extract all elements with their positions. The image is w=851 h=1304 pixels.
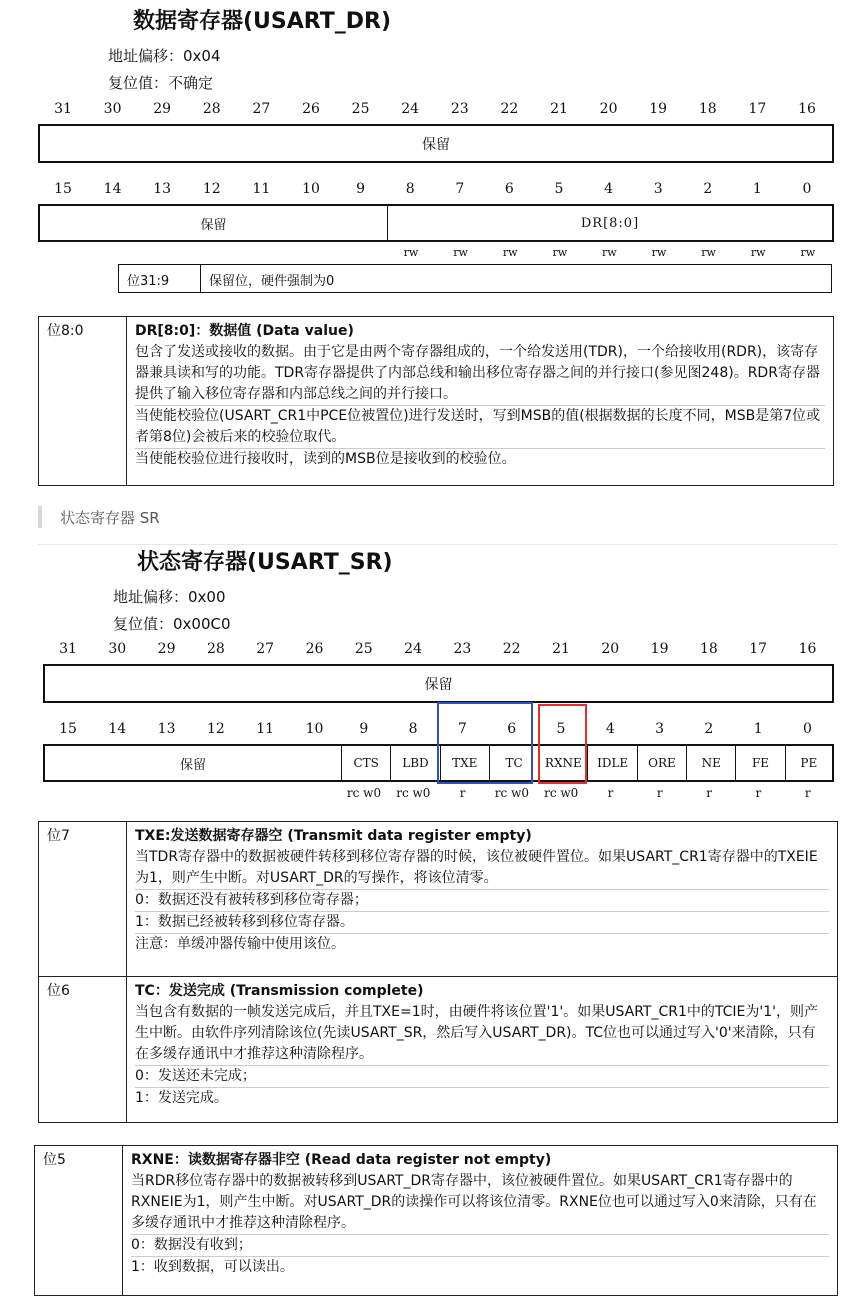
tc-desc-row: [39, 977, 837, 1122]
sr-high-reserved: [43, 664, 834, 703]
dr-note-row: [118, 264, 832, 293]
sr-low-bit-number: 4: [605, 721, 615, 737]
dr-access-label: rw: [552, 246, 568, 259]
txe-desc-line: 0：数据还没有被转移到移位寄存器；: [135, 890, 829, 912]
sr-access-label: r: [755, 786, 762, 800]
dr-high-reserved: [38, 124, 834, 163]
tc-desc-line: 1：发送完成。: [135, 1090, 228, 1106]
txe-desc-line: 注意：单缓冲器传输中使用该位。: [135, 936, 345, 952]
dr-high-bit-number: 26: [302, 101, 320, 117]
sr-high-bit-number: 31: [59, 641, 77, 657]
dr-low-bit-number: 7: [455, 181, 465, 197]
tc-desc-body: [127, 977, 837, 1122]
sr-access-label: r: [607, 786, 614, 800]
section-label: 状态寄存器 SR: [60, 509, 160, 527]
dr-high-bit-number: 17: [748, 101, 767, 117]
section-bar: [38, 506, 42, 528]
sr-high-bit-number: 29: [157, 641, 176, 657]
sr-access-label: r: [804, 786, 811, 800]
dr-high-bit-number: 18: [698, 101, 717, 117]
dr-desc-label: 位8:0: [39, 317, 127, 485]
tc-desc-label: 位6: [39, 977, 127, 1122]
txe-desc-row: [39, 822, 837, 977]
dr-title: 数据寄存器(USART_DR): [133, 9, 392, 34]
sr-high-bit-number: 26: [305, 641, 324, 657]
sr-low-reserved: 保留: [45, 746, 342, 780]
dr-low-bit-number: 1: [752, 181, 762, 197]
sr-low-bit-number: 7: [457, 721, 467, 737]
dr-desc-line: 包含了发送或接收的数据。由于它是由两个寄存器组成的，一个给发送用(TDR)，一个给接收用(RDR)，该寄存器兼具读和写的功能。TDR寄存器提供了内部总线和输出移位寄存器之间的并行接口(参见图248)。RDR寄存器提供了输入移位寄存器和内部总线之间的并行接口。: [135, 342, 825, 406]
sr-offset: 地址偏移：0x00: [113, 588, 226, 606]
dr-access-label: rw: [403, 246, 419, 259]
dr-high-bit-number: 19: [649, 101, 668, 117]
sr-high-bit-number: 30: [108, 641, 127, 657]
txe-desc-title: TXE:发送数据寄存器空 (Transmit data register empty): [135, 828, 532, 844]
sr-low-bit-number: 1: [753, 721, 763, 737]
rxne-desc-line: 0：数据没有收到；: [131, 1235, 829, 1257]
dr-low-bit-number: 0: [802, 181, 812, 197]
dr-low-reserved: 保留: [40, 206, 388, 240]
sr-high-bit-number: 23: [453, 641, 472, 657]
dr-low-bit-number: 13: [153, 181, 172, 197]
dr-note-label: 位31:9: [119, 265, 201, 292]
sr-low-bit-number: 3: [655, 721, 665, 737]
sr-high-reserved-label: 保留: [424, 676, 453, 693]
dr-desc-body: [127, 317, 833, 485]
sr-high-bit-number: 27: [256, 641, 275, 657]
dr-reset: 复位值：不确定: [108, 74, 214, 92]
sr-field-cts: CTS: [342, 746, 391, 780]
sr-access-label: r: [459, 786, 466, 800]
dr-high-bit-number: 31: [54, 101, 72, 117]
sr-high-bit-number: 28: [206, 641, 225, 657]
sr-low-bit-number: 14: [108, 721, 127, 737]
sr-low-bit-number: 8: [408, 721, 418, 737]
dr-low-bit-number: 3: [653, 181, 663, 197]
dr-access-label: rw: [701, 246, 716, 259]
dr-high-bit-number: 25: [351, 101, 370, 117]
dr-field-dr: DR[8:0]: [580, 215, 640, 231]
sr-access-label: r: [706, 786, 712, 800]
sr-high-bit-number: 18: [699, 641, 718, 657]
dr-note-text: 保留位，硬件强制为0: [209, 274, 335, 289]
dr-high-bit-number: 20: [599, 101, 618, 117]
dr-access-label: rw: [502, 246, 518, 259]
dr-high-reserved-label: 保留: [422, 136, 450, 153]
sr-high-bit-number: 21: [552, 641, 570, 657]
sr-access-label: r: [656, 786, 663, 800]
tc-desc-title: TC：发送完成 (Transmission complete): [135, 983, 424, 999]
sr-field-ore: ORE: [638, 746, 687, 780]
dr-low-bit-number: 10: [302, 181, 320, 197]
dr-high-bit-number: 16: [798, 101, 816, 117]
dr-low-bit-number: 2: [703, 181, 713, 197]
txe-tc-highlight: [437, 702, 533, 784]
sr-low-bit-number: 12: [206, 721, 225, 737]
sr-field-ne: NE: [687, 746, 736, 780]
dr-high-bit-number: 23: [450, 101, 469, 117]
dr-desc-title: DR[8:0]：数据值 (Data value): [135, 323, 354, 339]
dr-offset: 地址偏移：0x04: [108, 47, 221, 65]
dr-access-label: rw: [602, 246, 617, 259]
rxne-desc-line: 1：收到数据，可以读出。: [131, 1259, 294, 1275]
dr-desc-line: 当使能校验位(USART_CR1中PCE位被置位)进行发送时，写到MSB的值(根据数据的长度不同，MSB是第7位或者第8位)会被后来的校验位取代。: [135, 406, 825, 449]
dr-high-bit-number: 28: [202, 101, 221, 117]
sr-high-bit-number: 16: [798, 641, 817, 657]
sr-high-bit-number: 17: [749, 641, 768, 657]
sr-low-bit-number: 0: [803, 721, 812, 737]
tc-desc-line: 0：发送还未完成；: [135, 1066, 829, 1088]
txe-desc-label: 位7: [39, 822, 127, 976]
sr-reset: 复位值：0x00C0: [113, 615, 231, 633]
txe-desc-body: [127, 822, 837, 976]
rxne-desc-table: [34, 1145, 838, 1296]
sr-high-bit-number: 22: [502, 641, 521, 657]
dr-access-label: rw: [453, 246, 468, 259]
sr-high-bit-number: 20: [601, 641, 620, 657]
dr-high-bit-number: 27: [252, 101, 271, 117]
sr-title: 状态寄存器(USART_SR): [137, 550, 393, 575]
rxne-desc-title: RXNE：读数据寄存器非空 (Read data register not empty): [131, 1152, 552, 1168]
dr-high-bit-number: 22: [500, 101, 519, 117]
dr-low-bit-number: 14: [103, 181, 122, 197]
sr-access-label: rc w0: [346, 786, 382, 800]
dr-low-bit-number: 4: [604, 181, 614, 197]
txe-desc-line: 1：数据已经被转移到移位寄存器。: [135, 912, 829, 934]
sr-low-bit-number: 13: [157, 721, 176, 737]
sr-field-txe: TXE: [441, 746, 490, 780]
rxne-desc-label: 位5: [35, 1146, 123, 1295]
dr-access-label: rw: [750, 246, 766, 259]
sr-field-lbd: LBD: [391, 746, 440, 780]
sr-access-label: rc w0: [544, 786, 579, 800]
dr-high-bit-number: 30: [103, 101, 122, 117]
sr-high-bit-number: 25: [354, 641, 373, 657]
dr-low-bit-number: 11: [252, 181, 271, 197]
rxne-highlight: [538, 704, 587, 784]
sr-field-tc: TC: [490, 746, 539, 780]
sr-access-label: rc w0: [494, 786, 529, 800]
dr-low-bit-number: 15: [54, 181, 72, 197]
sr-field-pe: PE: [800, 756, 818, 770]
sr-low-bit-number: 10: [305, 721, 324, 737]
dr-high-bit-number: 24: [401, 101, 420, 117]
sr-access-label: rc w0: [396, 786, 431, 800]
sr-field-rxne: RXNE: [539, 746, 588, 780]
sr-low-bit-number: 15: [59, 721, 77, 737]
sr-low-bit-number: 5: [556, 721, 566, 737]
sr-high-bit-number: 24: [404, 641, 422, 657]
tc-desc-line: 当包含有数据的一帧发送完成后，并且TXE=1时，由硬件将该位置'1'。如果USART_CR1中的TCIE为'1'，则产生中断。由软件序列清除该位(先读USART_SR，然后写入USART_DR)。TC位也可以通过写入'0'来清除，只有在多缓存通讯中才推荐这种清除程序。: [135, 1002, 829, 1066]
dr-high-bit-number: 29: [153, 101, 172, 117]
dr-low-bit-number: 8: [405, 181, 415, 197]
dr-low-bit-number: 6: [504, 181, 514, 197]
rxne-desc-body: [123, 1146, 837, 1295]
txe-desc-line: 当TDR寄存器中的数据被硬件转移到移位寄存器的时候，该位被硬件置位。如果USART_CR1寄存器中的TXEIE为1，则产生中断。对USART_DR的写操作，将该位清零。: [135, 847, 829, 890]
rxne-desc-line: 当RDR移位寄存器中的数据被转移到USART_DR寄存器中，该位被硬件置位。如果USART_CR1寄存器中的RXNEIE为1，则产生中断。对USART_DR的读操作可以将该位清零。RXNE位也可以通过写入0来清除，只有在多缓存通讯中才推荐这种清除程序。: [131, 1171, 829, 1235]
sr-field-fe: FE: [736, 746, 785, 780]
sr-low-bit-number: 9: [359, 721, 369, 737]
sr-low-bit-number: 11: [256, 721, 275, 737]
sr-field-idle: IDLE: [588, 746, 637, 780]
sr-low-bit-number: 6: [507, 721, 517, 737]
dr-desc-line: 当使能校验位进行接收时，读到的MSB位是接收到的校验位。: [135, 451, 516, 467]
dr-access-label: rw: [651, 246, 667, 259]
dr-low-bit-number: 12: [202, 181, 221, 197]
dr-low-bit-number: 5: [554, 181, 564, 197]
dr-low-row: [38, 204, 834, 242]
sr-high-bit-number: 19: [650, 641, 669, 657]
dr-desc-table: [38, 316, 834, 486]
dr-access-label: rw: [800, 246, 816, 259]
dr-low-bit-number: 9: [356, 181, 366, 197]
txe-tc-desc-table: [38, 821, 838, 1123]
dr-high-bit-number: 21: [550, 101, 568, 117]
sr-low-bit-number: 2: [704, 721, 714, 737]
